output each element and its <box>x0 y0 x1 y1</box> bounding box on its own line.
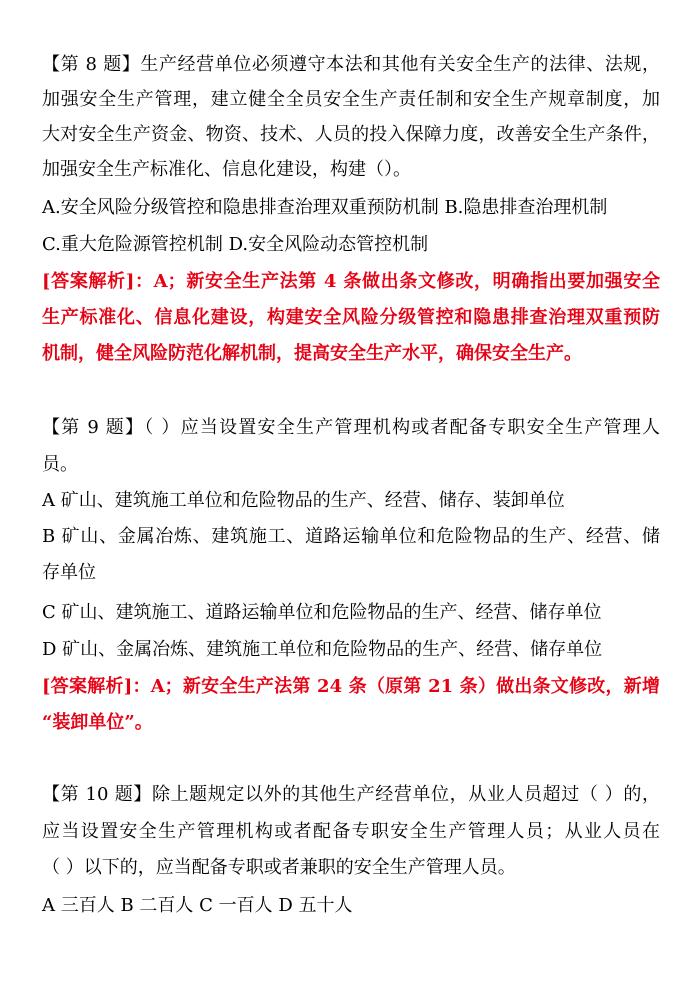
option-line: B 矿山、金属冶炼、建筑施工、道路运输单位和危险物品的生产、经营、储 <box>42 526 660 547</box>
question-text-line: （ ）以下的，应当配备专职或者兼职的安全生产管理人员。 <box>42 857 516 878</box>
option-line: A 矿山、建筑施工单位和危险物品的生产、经营、储存、装卸单位 <box>42 490 565 511</box>
question-text-line: 大对安全生产资金、物资、技术、人员的投入保障力度，改善安全生产条件， <box>42 124 660 145</box>
answer-analysis-line: [答案解析]：A；新安全生产法第 4 条做出条文修改，明确指出要加强安全 <box>42 271 660 292</box>
question-text-line: 加强安全生产管理，建立健全全员安全生产责任制和安全生产规章制度，加 <box>42 89 660 110</box>
answer-analysis-line: [答案解析]：A；新安全生产法第 24 条（原第 21 条）做出条文修改，新增 <box>42 676 660 697</box>
answer-analysis-line: 机制，健全风险防范化解机制，提高安全生产水平，确保安全生产。 <box>42 343 582 364</box>
option-line: 存单位 <box>42 562 96 583</box>
question-text-line: 加强安全生产标准化、信息化建设，构建（）。 <box>42 159 411 180</box>
question-text-line: 【第 9 题】（ ）应当设置安全生产管理机构或者配备专职安全生产管理人 <box>42 417 660 438</box>
option-line: C 矿山、建筑施工、道路运输单位和危险物品的生产、经营、储存单位 <box>42 602 602 623</box>
question-text-line: 员。 <box>42 454 78 475</box>
option-line: C.重大危险源管控机制 D.安全风险动态管控机制 <box>42 234 429 255</box>
question-text-line: 应当设置安全生产管理机构或者配备专职安全生产管理人员；从业人员在 <box>42 821 660 842</box>
option-line: A 三百人 B 二百人 C 一百人 D 五十人 <box>42 895 353 916</box>
option-line: A.安全风险分级管控和隐患排查治理双重预防机制 B.隐患排查治理机制 <box>42 197 608 218</box>
option-line: D 矿山、金属冶炼、建筑施工单位和危险物品的生产、经营、储存单位 <box>42 639 603 660</box>
answer-analysis-line: 生产标准化、信息化建设，构建安全风险分级管控和隐患排查治理双重预防 <box>42 307 660 328</box>
question-text-line: 【第 8 题】生产经营单位必须遵守本法和其他有关安全生产的法律、法规， <box>42 54 660 75</box>
question-text-line: 【第 10 题】除上题规定以外的其他生产经营单位，从业人员超过（ ）的， <box>42 784 660 805</box>
answer-analysis-line: “装卸单位”。 <box>42 712 153 733</box>
